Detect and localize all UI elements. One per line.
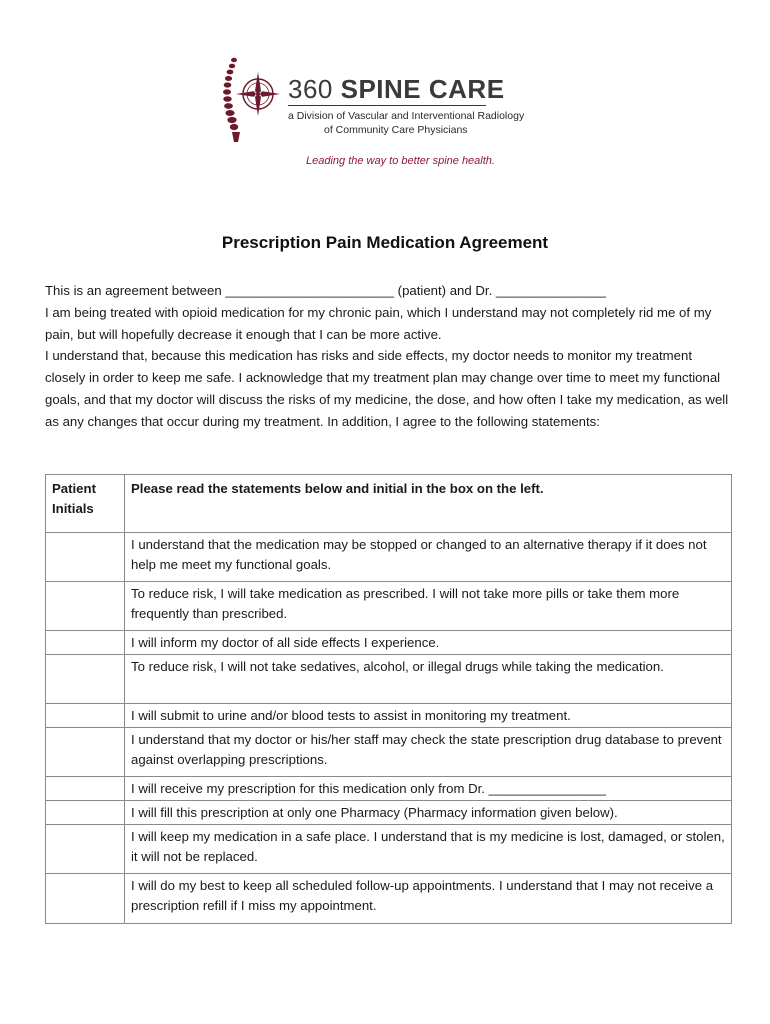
table-header-row [46,475,732,533]
brand-tagline: Leading the way to better spine health. [306,155,495,167]
table-row [46,874,732,924]
table-row [46,777,732,801]
statement-text: I will receive my prescription for this medication only from Dr. ________________ [125,777,732,801]
initial-input-box[interactable] [46,655,125,704]
table-row [46,533,732,582]
initial-input-box[interactable] [46,777,125,801]
statement-text: To reduce risk, I will not take sedatives, alcohol, or illegal drugs while taking the medication. [125,655,732,704]
agreement-table [45,474,732,924]
initial-input-box[interactable] [46,728,125,777]
intro-line-agreement: This is an agreement between _______________________ (patient) and Dr. _______________ [45,283,606,298]
brand-divider [288,105,486,106]
table-row [46,728,732,777]
statement-text: I will inform my doctor of all side effects I experience. [125,631,732,655]
statement-text: I will fill this prescription at only one Pharmacy (Pharmacy information given below). [125,801,732,825]
intro-text [45,280,735,433]
brand-subtitle-line2: of Community Care Physicians [324,124,468,136]
brand-words: SPINE CARE [340,74,505,104]
initial-input-box[interactable] [46,533,125,582]
statement-text: I will do my best to keep all scheduled follow-up appointments. I understand that I may not receive a prescription refill if I miss my appointment. [125,874,732,924]
initial-input-box[interactable] [46,631,125,655]
brand-number: 360 [288,74,333,104]
intro-line-treatment: I am being treated with opioid medication for my chronic pain, which I understand may not completely rid me of my pain, but will hopefully decrease it enough that I can be more active. [45,304,712,342]
table-row [46,825,732,874]
document-title: Prescription Pain Medication Agreement [221,233,549,252]
initial-input-box[interactable] [46,874,125,924]
statement-text: I understand that my doctor or his/her staff may check the state prescription drug database to prevent against overlapping prescriptions. [125,728,732,777]
spine-compass-logo-icon [212,54,284,144]
brand-subtitle-line1: a Division of Vascular and Interventional Radiology [288,110,525,122]
intro-line-acknowledgment: I understand that, because this medication has risks and side effects, my doctor needs to monitor my treatment closely in order to keep me safe. I acknowledge that my treatment plan may change over time to meet my functional goals, and that my doctor will discuss the risks of my medicine, the dose, and how often I take my medication, as well as any changes that occur during my treatment. In addition, I agree to the following statements: [45,348,729,429]
statement-text: To reduce risk, I will take medication as prescribed. I will not take more pills or take them more frequently than prescribed. [125,582,732,631]
table-row [46,582,732,631]
statement-text: I will submit to urine and/or blood tests to assist in monitoring my treatment. [125,704,732,728]
initial-input-box[interactable] [46,582,125,631]
table-row [46,655,732,704]
initial-input-box[interactable] [46,704,125,728]
instructions-header: Please read the statements below and initial in the box on the left. [125,475,732,533]
brand-name [288,74,505,105]
statement-text: I understand that the medication may be stopped or changed to an alternative therapy if it does not help me meet my functional goals. [125,533,732,582]
table-row [46,704,732,728]
statement-text: I will keep my medication in a safe place. I understand that is my medicine is lost, damaged, or stolen, it will not be replaced. [125,825,732,874]
initial-input-box[interactable] [46,801,125,825]
table-row [46,801,732,825]
table-row [46,631,732,655]
initial-input-box[interactable] [46,825,125,874]
initials-column-header: Patient Initials [46,475,125,533]
